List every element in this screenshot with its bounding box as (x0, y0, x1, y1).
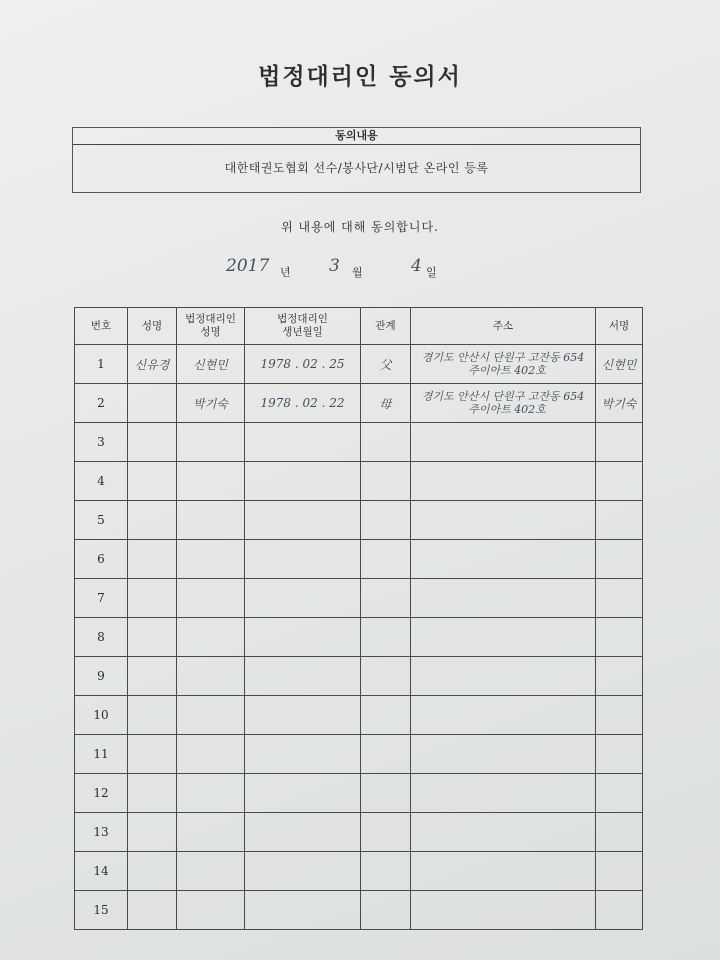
cell-address (411, 774, 596, 813)
cell-guardian-name-value: 박기숙 (193, 396, 228, 411)
cell-signature (596, 696, 643, 735)
cell-signature (596, 501, 643, 540)
cell-relation-value: 父 (379, 357, 392, 372)
cell-signature (596, 891, 643, 930)
cell-guardian-birth (245, 384, 361, 423)
cell-name (128, 540, 177, 579)
cell-relation (361, 657, 411, 696)
cell-name (128, 423, 177, 462)
header-relation: 관계 (361, 308, 411, 345)
cell-no-value: 5 (97, 513, 105, 527)
date-day-handwritten: 4 (411, 256, 422, 276)
cell-relation (361, 462, 411, 501)
cell-guardian-name (177, 462, 245, 501)
cell-guardian-birth (245, 891, 361, 930)
cell-address (411, 384, 596, 423)
cell-name (128, 774, 177, 813)
cell-guardian-birth (245, 462, 361, 501)
cell-guardian-birth (245, 657, 361, 696)
cell-guardian-name (177, 345, 245, 384)
cell-address (411, 657, 596, 696)
cell-guardian-name (177, 696, 245, 735)
table-row (75, 579, 643, 618)
table-row (75, 618, 643, 657)
table-row (75, 462, 643, 501)
cell-relation (361, 423, 411, 462)
cell-guardian-name (177, 618, 245, 657)
cell-guardian-birth (245, 735, 361, 774)
cell-guardian-name (177, 579, 245, 618)
cell-relation (361, 813, 411, 852)
cell-signature (596, 579, 643, 618)
cell-address (411, 579, 596, 618)
cell-no-value: 12 (93, 786, 109, 800)
cell-no (75, 462, 128, 501)
cell-address (411, 462, 596, 501)
cell-guardian-birth (245, 501, 361, 540)
cell-guardian-birth (245, 423, 361, 462)
cell-relation (361, 579, 411, 618)
cell-name (128, 813, 177, 852)
cell-relation (361, 540, 411, 579)
cell-no-value: 11 (93, 747, 109, 761)
cell-guardian-birth (245, 813, 361, 852)
cell-name (128, 345, 177, 384)
cell-guardian-name (177, 852, 245, 891)
table-row (75, 774, 643, 813)
cell-no (75, 774, 128, 813)
cell-address (411, 540, 596, 579)
table-row (75, 345, 643, 384)
cell-guardian-birth (245, 618, 361, 657)
cell-name-value: 신유경 (134, 357, 170, 372)
cell-name (128, 462, 177, 501)
header-guardian-birth (245, 308, 361, 345)
cell-name (128, 891, 177, 930)
cell-no-value: 6 (97, 552, 105, 566)
consent-box-content: 대한태권도협회 선수/봉사단/시범단 온라인 등록 (72, 144, 641, 193)
cell-guardian-name (177, 540, 245, 579)
table-row (75, 891, 643, 930)
table-row (75, 657, 643, 696)
table-row (75, 852, 643, 891)
address-line: 경기도 안산시 단원구 고잔동 654 (421, 390, 585, 403)
cell-name (128, 696, 177, 735)
table-row (75, 501, 643, 540)
cell-relation (361, 891, 411, 930)
cell-no (75, 384, 128, 423)
cell-signature-value: 신현민 (601, 357, 637, 372)
cell-guardian-name (177, 657, 245, 696)
cell-signature (596, 852, 643, 891)
cell-guardian-name (177, 774, 245, 813)
table-header-row (75, 308, 643, 345)
cell-no-value: 8 (97, 630, 105, 644)
address-line: 주이아트 402호 (468, 364, 546, 377)
cell-no-value: 3 (97, 435, 105, 449)
cell-name (128, 735, 177, 774)
cell-signature (596, 735, 643, 774)
cell-no-value: 15 (93, 903, 109, 917)
cell-address (411, 501, 596, 540)
cell-no (75, 891, 128, 930)
cell-name (128, 384, 177, 423)
header-guardian-birth-line2: 생년월일 (282, 326, 323, 338)
header-no: 번호 (75, 308, 128, 345)
table-row (75, 813, 643, 852)
cell-guardian-birth (245, 540, 361, 579)
cell-no (75, 696, 128, 735)
cell-no-value: 10 (93, 708, 109, 722)
address-line: 경기도 안산시 단원구 고잔동 654 (421, 351, 585, 364)
date-year-handwritten: 2017 (226, 256, 270, 276)
cell-relation (361, 345, 411, 384)
cell-guardian-birth (245, 579, 361, 618)
header-guardian-birth-line1: 법정대리인 (277, 313, 328, 325)
cell-guardian-name (177, 813, 245, 852)
header-guardian-name (177, 308, 245, 345)
cell-signature (596, 384, 643, 423)
cell-signature (596, 618, 643, 657)
cell-no-value: 1 (97, 357, 105, 371)
cell-no (75, 735, 128, 774)
cell-signature (596, 774, 643, 813)
cell-no (75, 657, 128, 696)
cell-name (128, 579, 177, 618)
cell-relation-value: 母 (379, 396, 392, 411)
cell-no (75, 579, 128, 618)
consent-box-header: 동의내용 (72, 127, 641, 145)
cell-guardian-name (177, 501, 245, 540)
cell-name (128, 852, 177, 891)
header-address: 주소 (411, 308, 596, 345)
cell-no-value: 2 (97, 396, 105, 410)
date-month-unit: 월 (352, 266, 363, 279)
cell-no (75, 540, 128, 579)
cell-name (128, 618, 177, 657)
cell-guardian-birth-value: 1978 . 02 . 22 (260, 396, 345, 410)
cell-address (411, 423, 596, 462)
cell-relation (361, 774, 411, 813)
cell-relation (361, 384, 411, 423)
cell-guardian-name (177, 384, 245, 423)
date-year-unit: 년 (280, 266, 291, 279)
cell-address (411, 852, 596, 891)
cell-no (75, 501, 128, 540)
cell-guardian-birth (245, 774, 361, 813)
header-guardian-name-line2: 성명 (200, 326, 221, 338)
cell-signature (596, 540, 643, 579)
cell-guardian-name-value: 신현민 (193, 357, 228, 372)
cell-name (128, 501, 177, 540)
cell-address (411, 345, 596, 384)
table-row (75, 540, 643, 579)
header-guardian-name-line1: 법정대리인 (185, 313, 236, 325)
table-row (75, 384, 643, 423)
cell-no (75, 618, 128, 657)
cell-name (128, 657, 177, 696)
cell-address (411, 618, 596, 657)
cell-address (411, 813, 596, 852)
address-line: 주이아트 402호 (468, 403, 546, 416)
cell-address (411, 891, 596, 930)
cell-address (411, 735, 596, 774)
cell-no (75, 813, 128, 852)
cell-signature (596, 657, 643, 696)
cell-signature (596, 813, 643, 852)
cell-signature-value: 박기숙 (601, 396, 637, 411)
cell-signature (596, 462, 643, 501)
table-row (75, 696, 643, 735)
cell-no (75, 345, 128, 384)
cell-guardian-birth-value: 1978 . 02 . 25 (260, 357, 345, 371)
cell-guardian-name (177, 423, 245, 462)
cell-no-value: 4 (97, 474, 105, 488)
cell-relation (361, 852, 411, 891)
cell-signature (596, 423, 643, 462)
cell-guardian-birth (245, 852, 361, 891)
cell-no-value: 13 (93, 825, 109, 839)
cell-signature (596, 345, 643, 384)
cell-no (75, 852, 128, 891)
cell-no-value: 9 (97, 669, 105, 683)
table-row (75, 735, 643, 774)
header-signature: 서명 (596, 308, 643, 345)
guardian-table (74, 307, 643, 930)
cell-guardian-name (177, 735, 245, 774)
date-day-unit: 일 (426, 266, 437, 279)
date-month-handwritten: 3 (329, 256, 340, 276)
document-title: 법정대리인 동의서 (258, 64, 462, 90)
cell-relation (361, 735, 411, 774)
cell-no-value: 7 (97, 591, 105, 605)
agreement-statement: 위 내용에 대해 동의합니다. (281, 220, 439, 234)
table-row (75, 423, 643, 462)
cell-guardian-name (177, 891, 245, 930)
cell-relation (361, 501, 411, 540)
cell-relation (361, 696, 411, 735)
cell-guardian-birth (245, 345, 361, 384)
cell-guardian-birth (245, 696, 361, 735)
cell-address (411, 696, 596, 735)
cell-no (75, 423, 128, 462)
header-name: 성명 (128, 308, 177, 345)
cell-no-value: 14 (93, 864, 109, 878)
cell-relation (361, 618, 411, 657)
